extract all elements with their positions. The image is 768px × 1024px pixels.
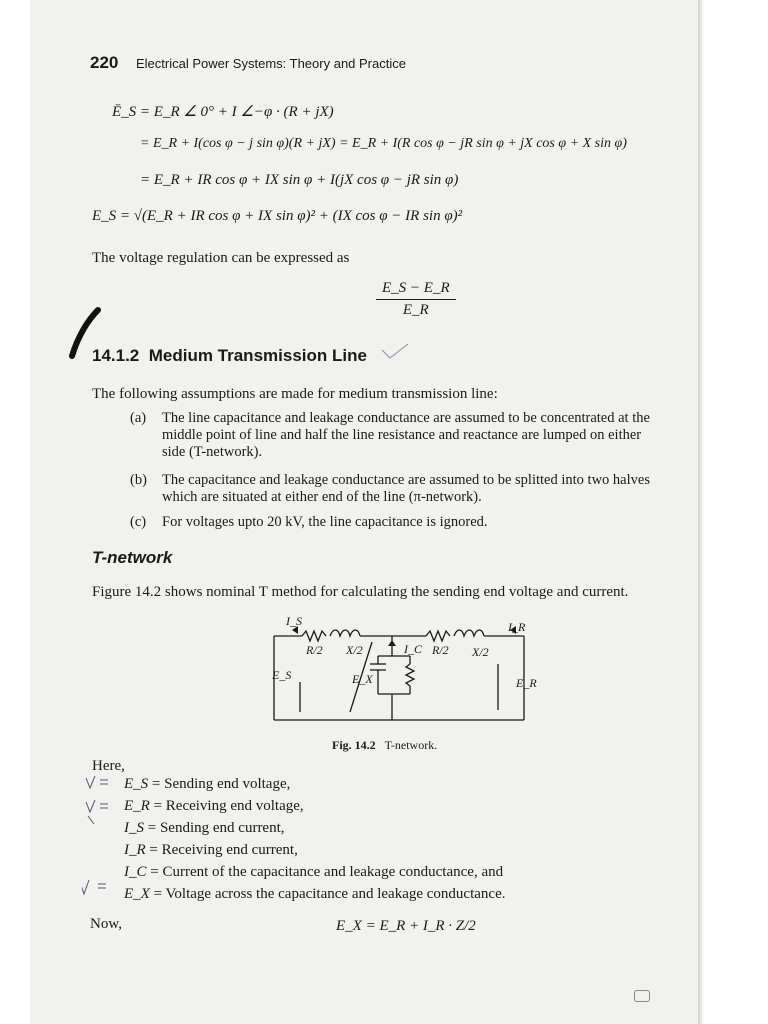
figure-number: Fig. 14.2 [332,738,376,752]
label-is: I_S [286,614,302,628]
definition-er-symbol: E_R [124,798,150,814]
page-number: 220 [90,53,119,72]
assumption-a-line-3: side (T-network). [162,444,263,460]
equation-line-3: = E_R + IR cos φ + IX sin φ + I(jX cos φ − jR sin φ) [140,172,459,188]
label-x2-right: X/2 [472,645,489,659]
conductance-resistor [406,664,414,686]
label-ir: I_R [508,620,526,634]
equation-es-magnitude: E_S = √(E_R + IR cos φ + IX sin φ)² + (IX cos φ − IR sin φ)² [92,208,463,224]
section-heading [92,346,367,366]
definition-ir [124,842,298,859]
figure-caption [332,738,437,753]
scanner-watermark [624,990,660,1014]
book-title: Electrical Power Systems: Theory and Practice [136,56,406,71]
assumption-a-line-2: middle point of line and half the line resistance and reactance are lumped on either [162,427,642,443]
regulation-fraction [376,280,456,319]
definition-es-symbol: E_S [124,776,149,792]
label-ic: I_C [404,642,422,656]
definition-ex [124,886,505,903]
definition-es [124,776,290,793]
equation-line-2: = E_R + I(cos φ − j sin φ)(R + jX) = E_R + I(R cos φ − jR sin φ + jX cos φ + X sin φ) [140,136,627,151]
equation-es-vector: Ē_S = E_R ∠ 0° + I ∠−φ · (R + jX) [112,104,334,120]
resistor-r2-right [426,631,450,641]
assumption-b-label: (b) [130,472,147,488]
label-r2-right: R/2 [432,643,449,657]
label-ex: E_X [352,672,373,686]
resistor-r2-left [302,631,326,641]
definition-ir-symbol: I_R [124,842,146,858]
assumption-b [162,472,692,506]
label-x2-left: X/2 [346,643,363,657]
assumption-b-line-1: The capacitance and leakage conductance are assumed to be splitted into two halves [162,472,650,488]
definition-is-text: = Sending end current, [147,820,285,836]
definition-er [124,798,304,815]
label-er: E_R [516,676,537,690]
tnetwork-heading: T-network [92,548,173,567]
assumption-c: For voltages upto 20 kV, the line capacitance is ignored. [162,514,488,530]
regulation-denominator: E_R [402,302,429,318]
inductor-x2-right [454,630,484,636]
here-label: Here, [92,758,125,774]
assumption-a-line-1: The line capacitance and leakage conductance are assumed to be concentrated at the [162,410,650,426]
definition-er-text: = Receiving end voltage, [153,798,304,814]
definition-ic-text: = Current of the capacitance and leakage conductance, and [150,864,504,880]
assumptions-intro: The following assumptions are made for medium transmission line: [92,386,498,402]
handwritten-annotations [82,772,118,902]
assumption-c-label: (c) [130,514,147,530]
check-mark-icon [380,342,410,360]
now-equation: E_X = E_R + I_R · Z/2 [336,918,476,934]
regulation-numerator: E_S − E_R [376,280,456,300]
inductor-x2-left [330,630,360,636]
assumption-a [162,410,692,461]
definition-is-symbol: I_S [124,820,144,836]
definition-ir-text: = Receiving end current, [149,842,298,858]
t-network-circuit [260,612,540,732]
now-label: Now, [90,916,122,932]
tnetwork-intro: Figure 14.2 shows nominal T method for calculating the sending end voltage and current. [92,584,629,600]
label-es: E_S [272,668,292,682]
assumption-a-label: (a) [130,410,147,426]
definition-ic [124,864,503,881]
regulation-text: The voltage regulation can be expressed as [92,250,350,266]
definition-es-text: = Sending end voltage, [151,776,291,792]
figure-title: T-network. [384,738,438,752]
definition-ic-symbol: I_C [124,864,147,880]
assumption-b-line-2: which are situated at either end of the line (π-network). [162,489,482,505]
definition-ex-text: = Voltage across the capacitance and leakage conductance. [153,886,506,902]
section-title: Medium Transmission Line [148,346,367,365]
label-r2-left: R/2 [306,643,323,657]
section-number: 14.1.2 [92,346,140,365]
definition-ex-symbol: E_X [124,886,150,902]
definition-is [124,820,285,837]
